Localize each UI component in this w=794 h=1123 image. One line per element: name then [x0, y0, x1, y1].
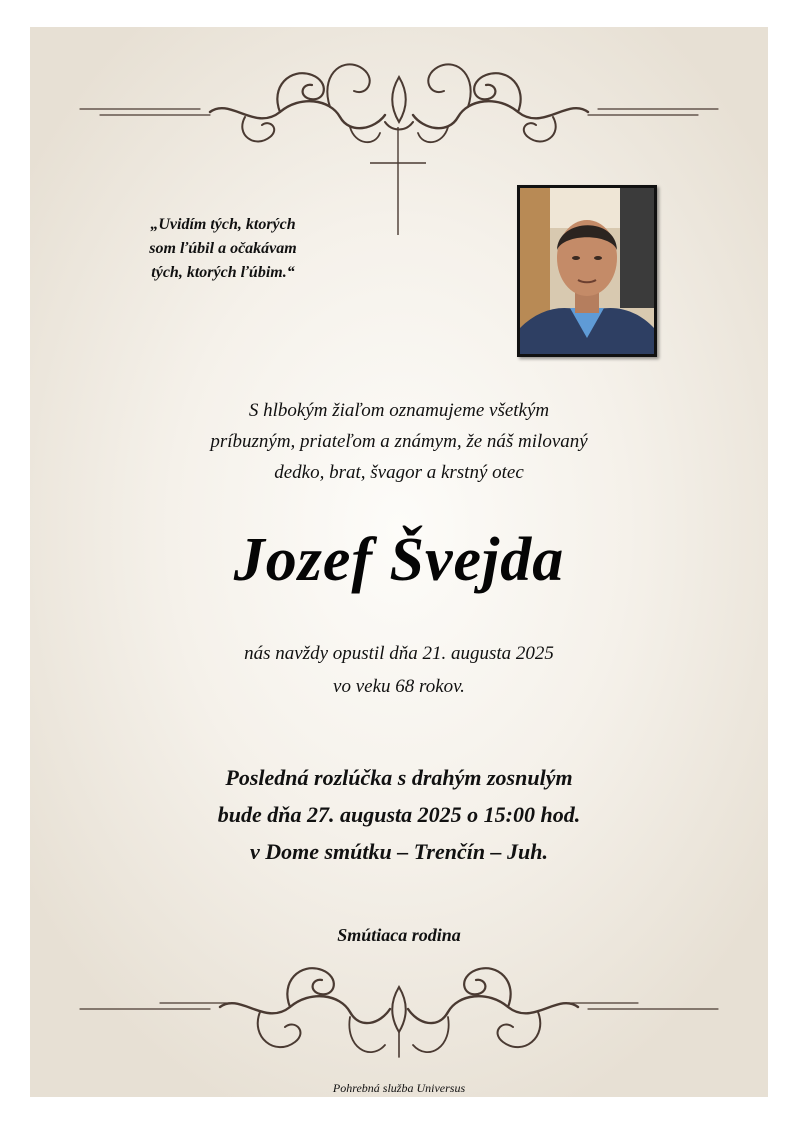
- obituary-card: [30, 27, 768, 1097]
- passing-line: vo veku 68 rokov.: [333, 676, 465, 697]
- announcement-line: dedko, brat, švagor a krstný otec: [274, 462, 524, 483]
- cross-icon: [370, 127, 426, 237]
- funeral-service-credit: Pohrebná služba Universus: [332, 1081, 466, 1095]
- portrait-photo-icon: [520, 188, 654, 354]
- funeral-info: [30, 759, 768, 870]
- memorial-quote: [98, 213, 348, 285]
- funeral-line: Posledná rozlúčka s drahým zosnulým: [225, 765, 573, 790]
- flourish-icon: [30, 957, 768, 1087]
- funeral-line: bude dňa 27. augusta 2025 o 15:00 hod.: [217, 802, 581, 827]
- funeral-line: v Dome smútku – Trenčín – Juh.: [249, 839, 549, 864]
- portrait-photo: [517, 185, 657, 357]
- quote-line: tých, ktorých ľúbim.“: [151, 264, 295, 281]
- quote-line: „Uvidím tých, ktorých: [150, 216, 296, 233]
- family-signature: Smútiaca rodina: [337, 925, 461, 945]
- announcement-line: S hlbokým žiaľom oznamujeme všetkým: [248, 400, 550, 421]
- passing-line: nás navždy opustil dňa 21. augusta 2025: [244, 643, 554, 664]
- quote-line: som ľúbil a očakávam: [149, 240, 297, 257]
- deceased-name: Jozef Švejda: [233, 526, 565, 594]
- announcement-text: [30, 395, 768, 488]
- bottom-ornament: [30, 957, 768, 1087]
- announcement-line: príbuzným, priateľom a známym, že náš milovaný: [210, 431, 588, 452]
- passing-info: [30, 637, 768, 703]
